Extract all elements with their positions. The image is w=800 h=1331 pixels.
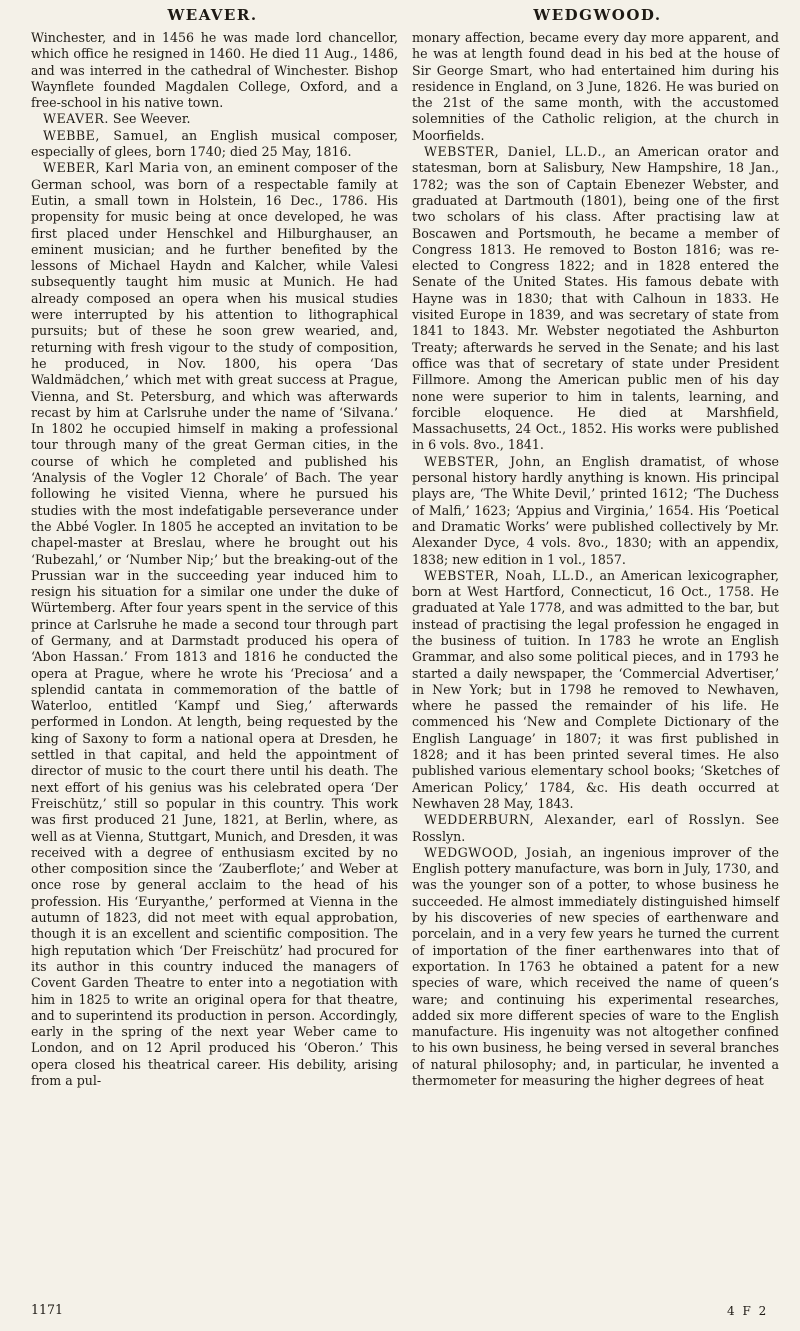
headword-wedderburn: WEDDERBURN, Alexander, earl of Rosslyn. bbox=[424, 812, 746, 828]
entry-webster-john-text: an English dramatist, of whose personal history hardly anything is known. His principal plays are, ‘The White Devil,’ printed 1612; ‘The Duchess of Malfi,’ 1623; ‘Appius and Virginia,’ 1654. His ‘Poetical and Dramatic Works’ were published collectively by Mr. Alexander Dyce, 4 vols. 8vo., 1830; with an appendix, 1838; new edition in 1 vol., 1857. bbox=[412, 453, 779, 567]
entry-webster-noah-text: an American lexicographer, born at West Hartford, Connecticut, 16 Oct., 1758. He graduated at Yale 1778, and was admitted to the bar, but instead of practising the legal profession he engaged in the business of tuition. In 1783 he wrote an English Grammar, and also some political pieces, and in 1793 he started a daily newspaper, the ‘Commercial Advertiser,’ in New York; but in 1798 he removed to Newhaven, where he passed the remainder of his life. He commenced his ‘New and Complete Dictionary of the English Language’ in 1807; it was first published in 1828; and it has been printed several times. He also published various elementary school books; ‘Sketches of American Policy,’ 1784, &c. His death occurred at Newhaven 28 May, 1843. bbox=[412, 567, 779, 811]
entry-wedderburn-text: See Rosslyn. bbox=[412, 812, 779, 844]
headword-wedgwood: WEDGWOOD, Josiah, bbox=[424, 844, 573, 860]
entry-webster-john bbox=[412, 454, 779, 568]
entry-weaver-text: See Weever. bbox=[108, 111, 191, 127]
entry-weber-continued: monary affection, became every day more apparent, and he was at length found dead in his bed at the house of Sir George Smart, who had entertained him during his residence in England, on 3 June, 1826. He was buried on the 21st of the same month, with the accustomed solemnities of the Catholic religion, at the church in Moorfields. bbox=[412, 30, 779, 143]
headword-weber: WEBER, Karl Maria von, bbox=[43, 160, 214, 176]
headword-webbe: WEBBE, Samuel, bbox=[43, 127, 169, 143]
headword-weaver: WEAVER. bbox=[43, 111, 109, 127]
right-column bbox=[412, 30, 779, 1089]
entry-waynflete-continued: Winchester, and in 1456 he was made lord chancellor, which office he resigned in 1460. He died 11 Aug., 1486, and was interred in the cathedral of Winchester. Bishop Waynflete founded Magdalen College, Oxford, and a free-school in his native town. bbox=[31, 30, 398, 111]
entry-wedgwood bbox=[412, 845, 779, 1089]
entry-webster-daniel bbox=[412, 144, 779, 454]
entry-weber bbox=[31, 160, 398, 1089]
page-number: 1171 bbox=[31, 1302, 64, 1317]
entry-weber-text: an eminent composer of the German school, was born of a respectable family at Eutin, a small town in Holstein, 16 Dec., 1786. His propensity for music being at once developed, he was first placed under Henschkel and Hilburghauser, an eminent musician; and he further benefited by the lessons of Michael Haydn and Kalcher, while Valesi subsequently taught him music at Munich. He had already composed an opera when his musical studies were interrupted by his attention to lithographical pursuits; but of these he soon grew wearied, and, returning with fresh vigour to the study of composition, he produced, in Nov. 1800, his opera ‘Das Waldmädchen,’ which met with great success at Prague, Vienna, and St. Petersburg, and which was afterwards recast by him at Carlsruhe under the name of ‘Silvana.’ In 1802 he occupied himself in making a professional tour through many of the great German cities, in the course of which he completed and published his ‘Analysis of the Vogler 12 Chorale’ of Bach. The year following he visited Vienna, where he pursued his studies with the most indefatigable perseverance under the Abbé Vogler. In 1805 he accepted an invitation to be chapel-master at Breslau, where he brought out his ‘Rubezahl,’ or ‘Number Nip;’ but the breaking-out of the Prussian war in the succeeding year induced him to resign his situation for a similar one under the duke of Würtemberg. After four years spent in the service of this prince at Carlsruhe he made a second tour through part of Germany, and at Darmstadt produced his opera of ‘Abon Hassan.’ From 1813 and 1816 he conducted the opera at Prague, where he wrote his ‘Preciosa’ and a splendid cantata in commemoration of the battle of Waterloo, entitled ‘Kampf und Sieg,’ afterwards performed in London. At length, being requested by the king of Saxony to form a national opera at Dresden, he settled in that capital, and held the appointment of director of music to the court there until his death. The next effort of his genius was his celebrated opera ‘Der Freischütz,’ still so popular in this country. This work was first produced 21 June, 1821, at Berlin, where, as well as at Vienna, Stuttgart, Munich, and Dresden, it was received with a degree of enthusiasm excited by no other composition since the ‘Zauberflote;’ and Weber at once rose by general acclaim to the head of his profession. His ‘Euryanthe,’ performed at Vienna in the autumn of 1823, did not meet with equal approbation, though it is an excellent and scientific composition. The high reputation which ‘Der Freischütz’ had procured for its author in this country induced the managers of Covent Garden Theatre to enter into a negotiation with him in 1825 to write an original opera for that theatre, and to superintend its production in person. Accordingly, early in the spring of the next year Weber came to London, and on 12 April produced his ‘Oberon.’ This opera closed his theatrical career. His debility, arising from a pul- bbox=[31, 160, 399, 1088]
headword-webster-john: WEBSTER, John, bbox=[424, 453, 546, 469]
entry-webbe bbox=[31, 128, 398, 161]
headword-webster-daniel: WEBSTER, Daniel, LL.D., bbox=[424, 144, 607, 160]
headword-webster-noah: WEBSTER, Noah, LL.D., bbox=[424, 567, 594, 583]
entry-webster-noah bbox=[412, 568, 779, 812]
entry-webbe-text: an English musical composer, especially of glees, born 1740; died 25 May, 1816. bbox=[31, 127, 398, 160]
left-column bbox=[31, 30, 398, 1089]
entry-weaver bbox=[31, 111, 398, 127]
entry-wedgwood-text: an ingenious improver of the English pottery manufacture, was born in July, 1730, and was the younger son of a potter, to whose business he succeeded. He almost immediately distinguished himself by his discoveries of new species of earthenware and porcelain, and in a very few years he turned the current of importation of the finer earthenwares into that of exportation. In 1763 he obtained a patent for a new species of ware, which received the name of queen’s ware; and continuing his experimental researches, added six more different species of ware to the English manufacture. His ingenuity was not altogether confined to his own business, he being versed in several branches of natural philosophy; and, in particular, he invented a thermometer for measuring the higher degrees of heat bbox=[412, 844, 779, 1088]
entry-wedderburn bbox=[412, 812, 779, 845]
running-header-left: WEAVER. bbox=[167, 6, 258, 24]
signature-mark: 4 F 2 bbox=[727, 1304, 769, 1318]
entry-webster-daniel-text: an American orator and statesman, born at Salisbury, New Hampshire, 18 Jan., 1782; was the son of Captain Ebenezer Webster, and graduated at Dartmouth (1801), being one of the first two scholars of his class. After practising law at Boscawen and Portsmouth, he became a member of Congress 1813. He removed to Boston 1816; was re-elected to Congress 1822; and in 1828 entered the Senate of the United States. His famous debate with Hayne was in 1830; that with Calhoun in 1833. He visited Europe in 1839, and was secretary of state from 1841 to 1843. Mr. Webster negotiated the Ashburton Treaty; afterwards he served in the Senate; and his last office was that of secretary of state under President Fillmore. Among the American public men of his day none were superior to him in talents, learning, and forcible eloquence. He died at Marshfield, Massachusetts, 24 Oct., 1852. His works were published in 6 vols. 8vo., 1841. bbox=[412, 144, 780, 453]
running-header-right: WEDGWOOD. bbox=[533, 6, 662, 24]
